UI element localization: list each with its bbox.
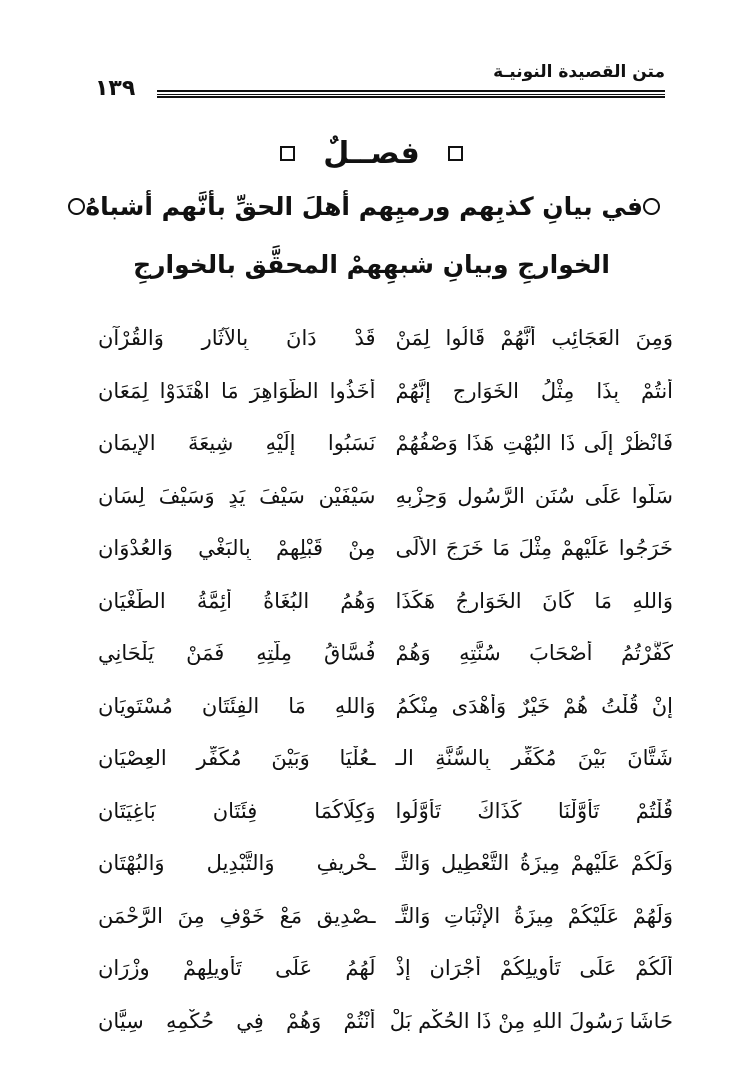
square-ornament-icon <box>280 146 295 161</box>
verse-second-hemistich: لَهُمُ عَلَى تَأْوِيلِهِمْ وِزْرَانِ <box>98 956 376 981</box>
verse-line <box>98 575 673 628</box>
book-title: متن القصيدة النونيـة <box>493 62 665 82</box>
header-rule <box>157 90 665 98</box>
subtitle-line-2: الخوارجِ وبيانِ شبهِهمْ المحقَّق بالخوارجِ <box>133 250 610 279</box>
circle-ornament-icon <box>643 198 660 215</box>
running-header <box>95 58 665 108</box>
verse-line <box>98 680 673 733</box>
verse-line <box>98 890 673 943</box>
verse-line <box>98 995 673 1048</box>
verse-first-hemistich: أَلَكُمْ عَلَى تَأْوِيلِكُمْ أَجْرَانِ إِذْ <box>395 956 673 981</box>
verse-first-hemistich: وَلَهُمْ عَلَيْكُمْ مِيزَةُ الإِثْبَاتِ وَالتَّـ <box>395 903 673 928</box>
verse-second-hemistich: ـحْرِيفِ وَالتَّبْدِيلِ وَالبُهْتَانِ <box>98 851 376 876</box>
verse-first-hemistich: قُلْتُمْ تَأَوَّلْنَا كَذَاكَ تَأَوَّلُوا <box>395 798 673 823</box>
subtitle-line-1: في بيانِ كذبِهم ورميِهم أهلَ الحقِّ بأنَّهم أشباهُ <box>85 192 643 221</box>
verse-first-hemistich: وَاللهِ مَا كَانَ الخَوَارِجُ هَكَذَا <box>395 588 673 613</box>
verse-line <box>98 522 673 575</box>
verse-first-hemistich: سَلُّوا عَلَى سُنَنِ الرَّسُولِ وَحِزْبِهِ <box>395 483 673 508</box>
verse-second-hemistich: نَسَبُوا إِلَيْهِ شِيعَةَ الإِيمَانِ <box>98 431 376 456</box>
circle-ornament-icon <box>68 198 85 215</box>
verse-first-hemistich: خَرَجُوا عَلَيْهِمْ مِثْلَ مَا خَرَجَ الأُلَى <box>395 536 673 561</box>
verse-second-hemistich: قَدْ دَانَ بِالآثَارِ وَالقُرْآنِ <box>98 326 376 351</box>
verse-second-hemistich: ـعُلْيَا وَبَيْنَ مُكَفِّرِ العِصْيَانِ <box>98 746 376 771</box>
verse-second-hemistich: فُسَّاقُ مِلَّتِهِ فَمَنْ يَلْحَانِي <box>98 641 376 666</box>
verse-first-hemistich: إِنْ قُلْتُ هُمْ خَيْرٌ وَأَهْدَى مِنْكُمُ <box>395 693 673 718</box>
verse-second-hemistich: وَكِلَاكُمَا فِئَتَانِ بَاغِيَتَانِ <box>98 798 376 823</box>
verse-second-hemistich: أَنْتُمْ وَهُمْ فِي حُكْمِهِ سِيَّانِ <box>98 1008 376 1033</box>
verse-first-hemistich: أَنتُمْ بِذَا مِثْلُ الخَوَارِجِ إِنَّهُمْ <box>395 378 673 403</box>
page-number: ١٣٩ <box>95 76 136 101</box>
section-heading <box>0 136 743 171</box>
verse-line <box>98 627 673 680</box>
verse-line <box>98 417 673 470</box>
verse-second-hemistich: وَهُمُ البُغَاةُ أَئِمَّةُ الطُّغْيَانِ <box>98 588 376 613</box>
square-ornament-icon <box>448 146 463 161</box>
verse-first-hemistich: حَاشَا رَسُولَ اللهِ مِنْ ذَا الحُكْمِ بَلْ <box>389 1008 673 1033</box>
verse-line <box>98 837 673 890</box>
verse-first-hemistich: فَانْظُرْ إِلَى ذَا البُهْتِ هَذَا وَصْفُهُمْ <box>395 431 673 456</box>
poem-verses <box>98 312 673 1047</box>
verse-line <box>98 365 673 418</box>
verse-first-hemistich: كَفَّرْتُمُ أَصْحَابَ سُنَّتِهِ وَهُمْ <box>395 641 673 666</box>
verse-second-hemistich: أَخَذُوا الظَّوَاهِرَ مَا اهْتَدَوْا لِمَعَانِ <box>98 378 376 403</box>
verse-line <box>98 942 673 995</box>
verse-first-hemistich: شَتَّانَ بَيْنَ مُكَفِّرٍ بِالسُّنَّةِ الـ <box>395 746 673 771</box>
verse-second-hemistich: ـصْدِيقِ مَعْ خَوْفٍ مِنَ الرَّحْمَنِ <box>98 903 376 928</box>
chapter-subtitle <box>85 192 660 221</box>
verse-second-hemistich: سَيْفَيْنِ سَيْفَ يَدٍ وَسَيْفَ لِسَانِ <box>98 483 376 508</box>
section-label: فصــلٌ <box>323 136 420 171</box>
verse-first-hemistich: وَمِنَ العَجَائِبِ أَنَّهُمْ قَالُوا لِمَنْ <box>395 326 673 351</box>
verse-second-hemistich: وَاللهِ مَا الفِئَتَانِ مُسْتَوِيَانِ <box>98 693 376 718</box>
verse-line <box>98 470 673 523</box>
verse-first-hemistich: وَلَكُمْ عَلَيْهِمْ مِيزَةُ التَّعْطِيلِ وَالتَّـ <box>395 851 673 876</box>
verse-second-hemistich: مِنْ قَبْلِهِمْ بِالبَغْيِ وَالعُدْوَانِ <box>98 536 376 561</box>
verse-line <box>98 785 673 838</box>
verse-line <box>98 732 673 785</box>
verse-line <box>98 312 673 365</box>
